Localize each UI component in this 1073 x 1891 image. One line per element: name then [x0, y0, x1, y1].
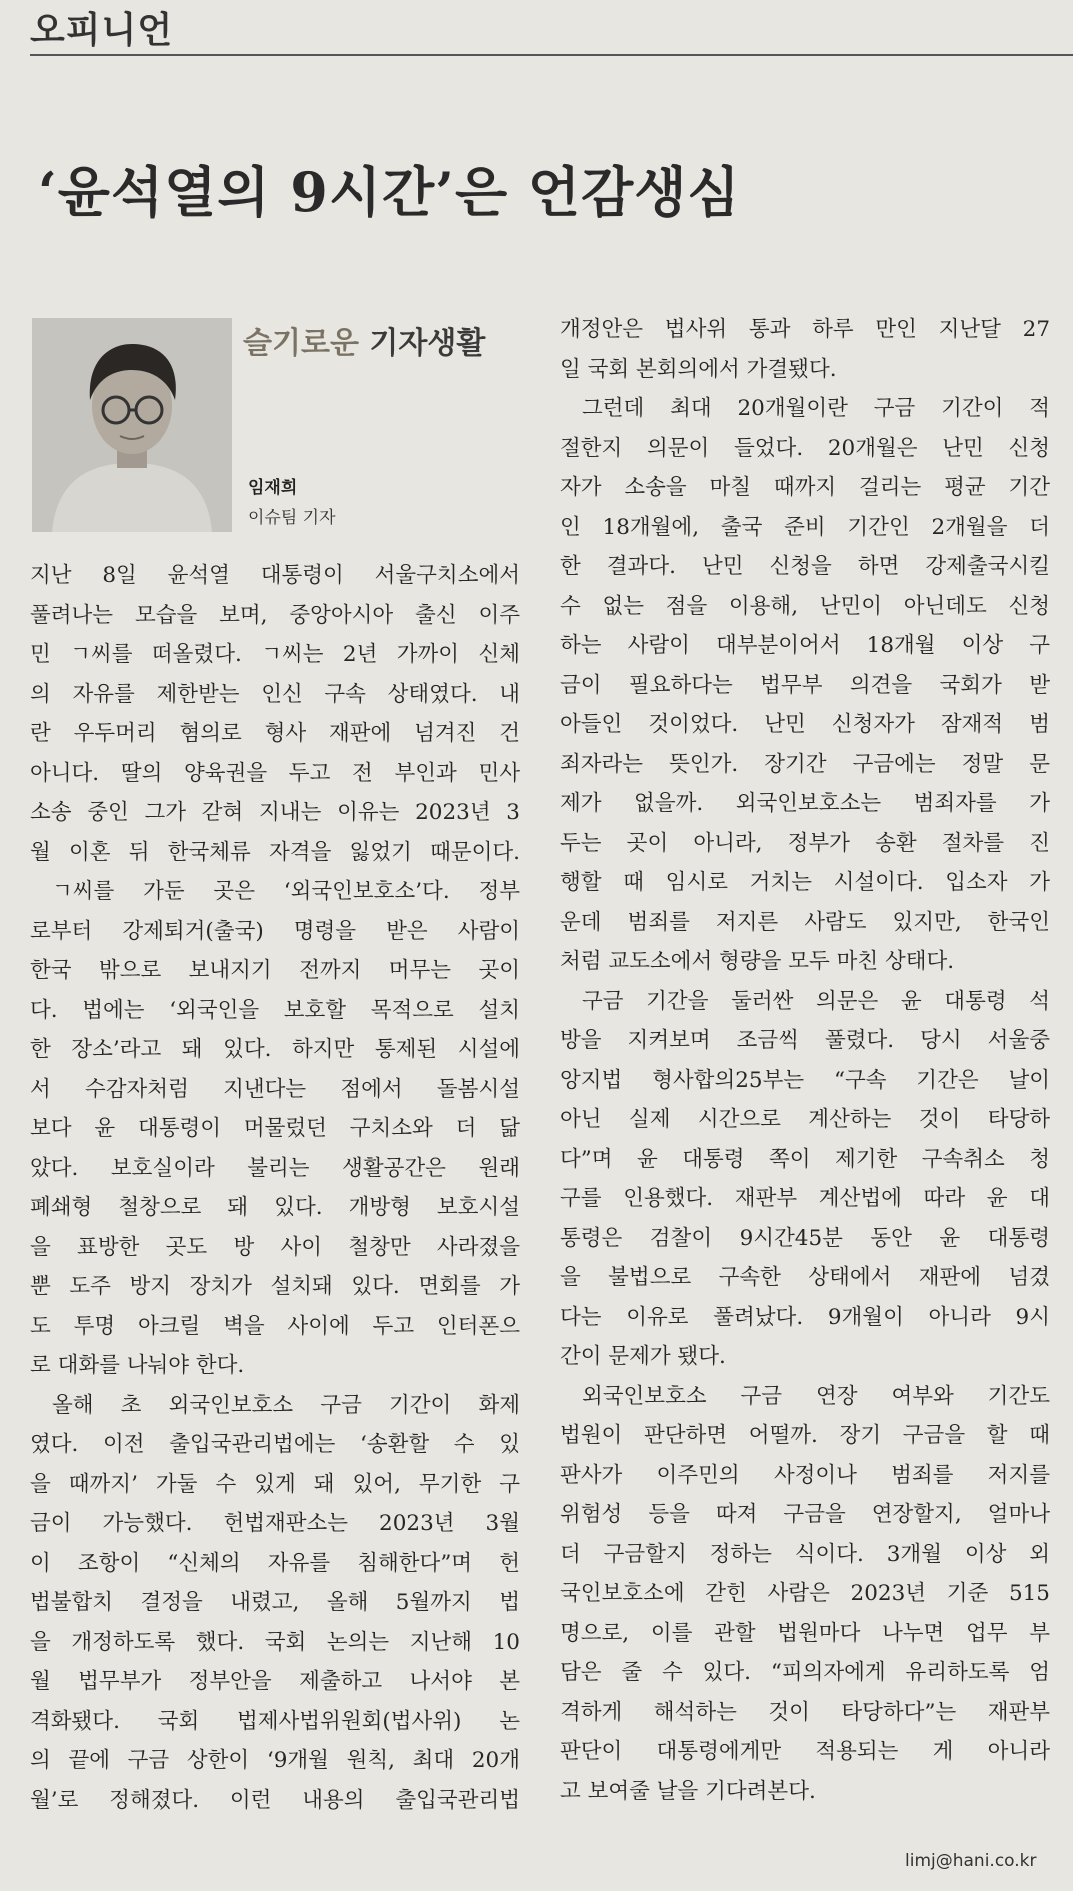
text-line: 다”며 윤 대통령 쪽이 제기한 구속취소 청: [560, 1146, 1050, 1172]
text-line: 을 표방한 곳도 방 사이 철창만 사라졌을: [30, 1234, 520, 1260]
text-line: 을 불법으로 구속한 상태에서 재판에 넘겼: [560, 1265, 1050, 1290]
text-line: 로부터 강제퇴거(출국) 명령을 받은 사람이: [30, 918, 520, 944]
text-line: 아니다. 딸의 양육권을 두고 전 부인과 민사: [30, 760, 520, 786]
text-line: 방을 지켜보며 조금씩 풀렸다. 당시 서울중: [560, 1028, 1050, 1053]
text-line: 한 결과다. 난민 신청을 하면 강제출국시킬: [560, 554, 1050, 579]
text-line: 금이 가능했다. 헌법재판소는 2023년 3월: [30, 1511, 520, 1536]
text-line: 로 대화를 나눠야 한다.: [30, 1353, 245, 1378]
text-line: 두는 곳이 아니라, 정부가 송환 절차를 진: [560, 830, 1050, 856]
text-line: 폐쇄형 철창으로 돼 있다. 개방형 보호시설: [30, 1195, 520, 1220]
text-line: 았다. 보호실이라 불리는 생활공간은 원래: [30, 1155, 520, 1181]
text-line: 판단이 대통령에게만 적용되는 게 아니라: [560, 1739, 1050, 1764]
text-line: 격화됐다. 국회 법제사법위원회(법사위) 논: [30, 1708, 520, 1734]
text-line: 제가 없을까. 외국인보호소는 범죄자를 가: [560, 791, 1050, 816]
text-line: 을 개정하도록 했다. 국회 논의는 지난해 10: [30, 1629, 520, 1655]
author-email: limj@hani.co.kr: [905, 1851, 1037, 1871]
text-line: 간이 문제가 됐다.: [560, 1344, 726, 1369]
byline: [248, 473, 336, 533]
text-line: 판사가 이주민의 사정이나 범죄를 저지를: [560, 1462, 1050, 1488]
text-line: 외국인보호소 구금 연장 여부와 기간도: [582, 1383, 1050, 1409]
author-photo: [32, 318, 232, 532]
text-line: 절한지 의문이 들었다. 20개월은 난민 신청: [560, 435, 1050, 461]
text-line: 더 구금할지 정하는 식이다. 3개월 이상 외: [560, 1541, 1050, 1567]
text-line: 지난 8일 윤석열 대통령이 서울구치소에서: [30, 563, 520, 588]
text-line: 월’로 정해졌다. 이런 내용의 출입국관리법: [30, 1787, 520, 1813]
text-line: 일 국회 본회의에서 가결됐다.: [560, 356, 837, 382]
article-headline: ‘윤석열의 9시간’은 언감생심: [38, 160, 741, 224]
text-line: 고 보여줄 날을 기다려본다.: [560, 1778, 816, 1804]
column-title: [243, 318, 485, 362]
text-line: 월 이혼 뒤 한국체류 자격을 잃었기 때문이다.: [30, 839, 520, 865]
text-line: 죄자라는 뜻인가. 장기간 구금에는 정말 문: [560, 751, 1050, 777]
text-line: 앙지법 형사합의25부는 “구속 기간은 날이: [560, 1067, 1050, 1093]
column-title-rest: 기자생활: [369, 326, 486, 361]
text-line: 운데 범죄를 저지른 사람도 있지만, 한국인: [560, 909, 1050, 935]
text-line: 풀려나는 모습을 보며, 중앙아시아 출신 이주: [30, 602, 520, 628]
text-line: 올해 초 외국인보호소 구금 기간이 화제: [52, 1392, 520, 1418]
text-line: 처럼 교도소에서 형량을 모두 마친 상태다.: [560, 949, 955, 974]
text-line: 서 수감자처럼 지낸다는 점에서 돌봄시설: [30, 1076, 520, 1102]
text-line: 아닌 실제 시간으로 계산하는 것이 타당하: [560, 1107, 1050, 1132]
column-title-accent: 슬기로운: [243, 326, 359, 361]
text-line: 월 법무부가 정부안을 제출하고 나서야 본: [30, 1669, 520, 1694]
text-line: 위험성 등을 따져 구금을 연장할지, 얼마나: [560, 1502, 1050, 1527]
text-line: 격하게 해석하는 것이 타당하다”는 재판부: [560, 1699, 1050, 1725]
text-line: 을 때까지’ 가둘 수 있게 돼 있어, 무기한 구: [30, 1471, 520, 1497]
text-line: 의 자유를 제한받는 인신 구속 상태였다. 내: [30, 681, 520, 707]
text-line: 이 조항이 “신체의 자유를 침해한다”며 헌: [30, 1550, 520, 1576]
section-label: 오피니언: [30, 10, 174, 51]
article-column-left: [30, 556, 520, 1820]
text-line: 법불합치 결정을 내렸고, 올해 5월까지 법: [30, 1590, 520, 1615]
text-line: 민 ㄱ씨를 떠올렸다. ㄱ씨는 2년 가까이 신체: [30, 642, 520, 667]
text-line: 하는 사람이 대부분이어서 18개월 이상 구: [560, 633, 1050, 658]
text-line: 의 끝에 구금 상한이 ‘9개월 원칙, 최대 20개: [30, 1748, 520, 1773]
article-column-right: [560, 310, 1050, 1811]
text-line: 국인보호소에 갇힌 사람은 2023년 기준 515: [560, 1581, 1050, 1606]
text-line: 다는 이유로 풀려났다. 9개월이 아니라 9시: [560, 1304, 1050, 1330]
text-line: 였다. 이전 출입국관리법에는 ‘송환할 수 있: [30, 1432, 520, 1457]
text-line: 인 18개월에, 출국 준비 기간인 2개월을 더: [560, 514, 1050, 540]
author-team: 이슈팀 기자: [248, 508, 336, 528]
text-line: 란 우두머리 혐의로 형사 재판에 넘겨진 건: [30, 721, 520, 746]
text-line: 담은 줄 수 있다. “피의자에게 유리하도록 엄: [560, 1660, 1050, 1685]
text-line: 통령은 검찰이 9시간45분 동안 윤 대통령: [560, 1225, 1050, 1251]
text-line: 구를 인용했다. 재판부 계산법에 따라 윤 대: [560, 1186, 1050, 1211]
text-line: 소송 중인 그가 갇혀 지내는 이유는 2023년 3: [30, 800, 520, 825]
text-line: 한 장소’라고 돼 있다. 하지만 통제된 시설에: [30, 1037, 520, 1062]
text-line: 명으로, 이를 관할 법원마다 나누면 업무 부: [560, 1620, 1050, 1646]
text-line: ㄱ씨를 가둔 곳은 ‘외국인보호소’다. 정부: [52, 879, 520, 904]
text-line: 법원이 판단하면 어떨까. 장기 구금을 할 때: [560, 1423, 1050, 1448]
author-name: 임재희: [248, 478, 298, 498]
text-line: 행할 때 임시로 거치는 시설이다. 입소자 가: [560, 870, 1050, 895]
text-line: 금이 필요하다는 법무부 의견을 국회가 받: [560, 672, 1050, 698]
section-divider: [30, 54, 1073, 56]
text-line: 개정안은 법사위 통과 하루 만인 지난달 27: [560, 317, 1050, 342]
text-line: 도 투명 아크릴 벽을 사이에 두고 인터폰으: [30, 1313, 520, 1339]
text-line: 뿐 도주 방지 장치가 설치돼 있다. 면회를 가: [30, 1274, 520, 1299]
text-line: 구금 기간을 둘러싼 의문은 윤 대통령 석: [582, 988, 1050, 1014]
text-line: 자가 소송을 마칠 때까지 걸리는 평균 기간: [560, 475, 1050, 500]
text-line: 아들인 것이었다. 난민 신청자가 잠재적 범: [560, 712, 1050, 737]
author-portrait-icon: [32, 318, 232, 532]
text-line: 그런데 최대 20개월이란 구금 기간이 적: [582, 396, 1050, 421]
text-line: 다. 법에는 ‘외국인을 보호할 목적으로 설치: [30, 997, 520, 1023]
text-line: 한국 밖으로 보내지기 전까지 머무는 곳이: [30, 958, 520, 983]
text-line: 보다 윤 대통령이 머물렀던 구치소와 더 닮: [30, 1116, 520, 1141]
text-line: 수 없는 점을 이용해, 난민이 아닌데도 신청: [560, 593, 1050, 619]
